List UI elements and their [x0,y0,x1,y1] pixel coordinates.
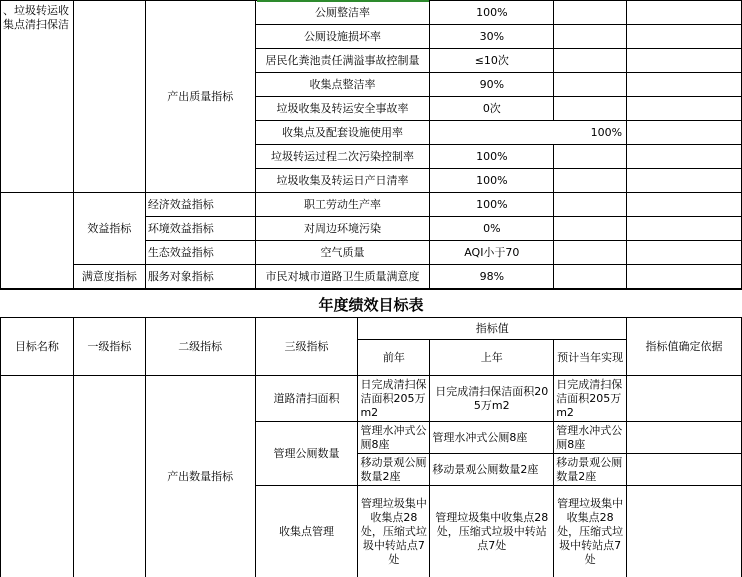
header-indicator-value: 指标值 [358,318,627,340]
last-value-cell[interactable]: 移动景观公厕数量2座 [430,454,554,486]
value-cell[interactable]: 100% [430,193,554,217]
metric-cell[interactable]: 管理公厕数量 [255,422,358,486]
output-quantity-label: 产出数量指标 [145,376,255,577]
cur-value-cell[interactable]: 移动景观公厕数量2座 [554,454,627,486]
header-prev-year: 前年 [358,340,430,376]
metric-cell[interactable]: 居民化粪池责任满溢事故控制量 [255,49,430,73]
target-name-cell[interactable] [1,376,74,577]
selected-cell-indicator [257,0,429,2]
metric-cell[interactable]: 收集点整洁率 [255,73,430,97]
prev-value-cell[interactable]: 管理水冲式公厕8座 [358,422,430,454]
output-quality-label: 产出质量指标 [145,1,255,193]
header-level3: 三级指标 [255,318,358,376]
metric-cell[interactable]: 收集点及配套设施使用率 [255,121,430,145]
prev-value-cell[interactable]: 移动景观公厕数量2座 [358,454,430,486]
header-last-year: 上年 [430,340,554,376]
annual-target-table [0,317,742,577]
value-cell[interactable]: AQI小于70 [430,241,554,265]
level2-cell: 服务对象指标 [145,265,255,289]
header-basis: 指标值确定依据 [627,318,742,376]
value-cell[interactable]: 98% [430,265,554,289]
target-name-cell: 、垃圾转运收集点清扫保洁 [1,1,74,193]
annual-title-row [0,289,742,318]
value-cell[interactable]: 30% [430,25,554,49]
metric-cell[interactable]: 市民对城市道路卫生质量满意度 [255,265,430,289]
value-cell[interactable]: 100% [430,169,554,193]
header-target-name: 目标名称 [1,318,74,376]
metric-cell[interactable]: 垃圾收集及转运日产日清率 [255,169,430,193]
level2-cell: 环境效益指标 [145,217,255,241]
prev-value-cell[interactable]: 日完成清扫保洁面积205万m2 [358,376,430,422]
last-value-cell[interactable]: 管理水冲式公厕8座 [430,422,554,454]
metric-cell[interactable]: 垃圾转运过程二次污染控制率 [255,145,430,169]
level2-cell: 生态效益指标 [145,241,255,265]
value-cell[interactable]: 90% [430,73,554,97]
last-value-cell[interactable]: 日完成清扫保洁面积205万m2 [430,376,554,422]
metric-cell[interactable]: 公厕设施损坏率 [255,25,430,49]
metric-cell[interactable]: 收集点管理 [255,486,358,577]
value-cell[interactable]: 100% [430,1,554,25]
value-cell[interactable]: 100% [430,121,627,145]
metric-cell[interactable]: 垃圾收集及转运安全事故率 [255,97,430,121]
metric-cell[interactable]: 空气质量 [255,241,430,265]
metric-cell[interactable]: 公厕整洁率 [255,1,430,25]
metric-cell[interactable]: 职工劳动生产率 [255,193,430,217]
page-title: 年度绩效目标表 [318,295,424,314]
prev-value-cell[interactable]: 管理垃圾集中收集点28处，压缩式垃圾中转站点7处 [358,486,430,577]
benefit-label: 效益指标 [73,193,145,265]
satisfaction-label: 满意度指标 [73,265,145,289]
value-cell[interactable]: 100% [430,145,554,169]
cur-value-cell[interactable]: 日完成清扫保洁面积205万m2 [554,376,627,422]
cur-value-cell[interactable]: 管理水冲式公厕8座 [554,422,627,454]
cur-value-cell[interactable]: 管理垃圾集中收集点28处，压缩式垃圾中转站点7处 [554,486,627,577]
level2-cell: 经济效益指标 [145,193,255,217]
metric-cell[interactable]: 道路清扫面积 [255,376,358,422]
value-cell[interactable]: 0% [430,217,554,241]
last-value-cell[interactable]: 管理垃圾集中收集点28处，压缩式垃圾中转站点7处 [430,486,554,577]
header-this-year: 预计当年实现 [554,340,627,376]
value-cell[interactable]: ≤10次 [430,49,554,73]
header-level1: 一级指标 [73,318,145,376]
value-cell[interactable]: 0次 [430,97,554,121]
level1-cell[interactable] [73,376,145,577]
header-level2: 二级指标 [145,318,255,376]
metric-cell[interactable]: 对周边环境污染 [255,217,430,241]
